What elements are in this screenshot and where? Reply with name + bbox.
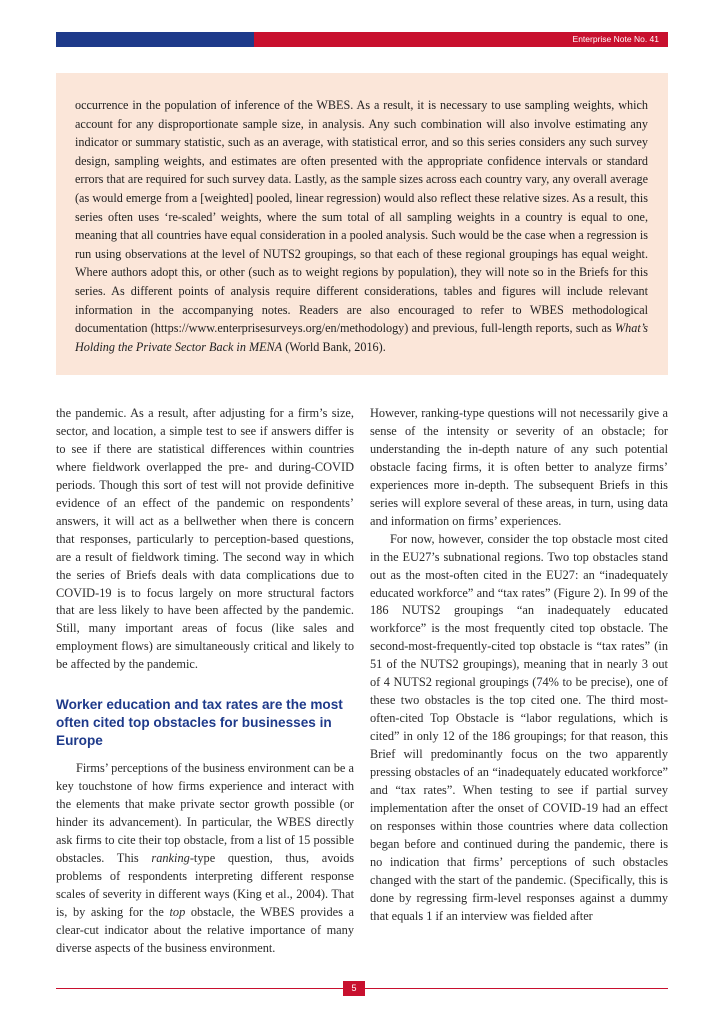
header-blue-band (56, 32, 254, 47)
page-number: 5 (343, 981, 365, 996)
left-paragraph-2 (56, 760, 354, 957)
left-p2-ranking: ranking (151, 851, 190, 866)
header-note-label: Enterprise Note No. 41 (254, 32, 668, 47)
section-heading: Worker education and tax rates are the most often cited top obstacles for businesses in Europe (56, 697, 343, 749)
box-text-part1: occurrence in the population of inference of the WBES. As a result, it is necessary to use sampling weights, which account for any disproportionate sample size, in analysis. Any such combination will also involve estimating any indicator or summary statistic, such as an average, with statistical error, and so this series considers any such survey design, sampling weights, and estimates are often presented with the appropriate confidence intervals or standard errors that are required for such survey data. Lastly, as the sample sizes across each country vary, any overall average (as would emerge from a [weighted] pooled, linear regression) would also reflect these relative sizes. As a result, this series often uses ‘re-scaled’ weights, where the sum total of all sampling weights in a country is equal to one, meaning that all countries have equal consideration in a pooled analysis. Such would be the case when a regression is run using observations at the level of NUTS2 groupings, so that each of these regional groupings has equal weight. Where authors adopt this, or other (such as to weight regions by population), they will note so in the Briefs for this series. As different points of analysis require different considerations, tables and figures will include relevant information in the accompanying notes. Readers are also encouraged to refer to WBES methodological documentation (https://www.enterprisesurveys.org/en/methodology) and previous, full-length reports, such as (75, 98, 648, 336)
left-p2-part-b: -type question, thus, avoids problems of respondents interpreting different response scales of severity in different ways (King et al., 2004). That is, by asking for the (56, 851, 354, 919)
left-p2-part-a: Firms’ perceptions of the business environment can be a key touchstone of how firms experience and interact with the elements that make private sector growth possible (or hinder its advancement). In particular, the WBES directly ask firms to cite their top obstacle, from a list of 15 possible obstacles. This (56, 761, 354, 866)
left-column (56, 405, 354, 958)
left-p2-part-c: obstacle, the WBES provides a clear-cut indicator about the relative importance of many diverse aspects of the business environment. (56, 904, 355, 955)
left-p2-top: top (169, 904, 186, 919)
box-text-part2: (World Bank, 2016). (282, 339, 386, 354)
methodology-box-text (75, 96, 648, 356)
right-paragraph-1: However, ranking-type questions will not necessarily give a sense of the intensity or severity of an obstacle; for understanding the in-depth nature of any such potential obstacle facing firms, it is often better to analyze firms’ experiences more in-depth. The subsequent Briefs in this series will explore several of these areas, in turn, using data and information on firms’ experiences. (370, 406, 668, 528)
box-report-title: What’s Holding the Private Sector Back in MENA (75, 321, 648, 354)
header-bar (56, 32, 668, 47)
right-column (370, 405, 668, 926)
left-paragraph-1: the pandemic. As a result, after adjusting for a firm’s size, sector, and location, a simple test to see if answers differ is to see if there are statistical differences within countries where fieldwork overlapped the pre- and during-COVID periods. Though this sort of test will not provide definitive evidence of an effect of the pandemic on respondents’ answers, it will act as a bellwether when there is concern that responses, particularly to perception-based questions, are a result of fieldwork timing. The second way in which the series of Briefs deals with data complications due to COVID-19 is to focus largely on more structural factors that are less likely to have been affected by the pandemic. Still, many important areas of focus (like sales and employment flows) are simultaneously critical and likely to be affected by the pandemic. (56, 406, 354, 672)
right-paragraph-2: For now, however, consider the top obstacle most cited in the EU27’s subnational regions. Two top obstacles stand out as the most-often cited in the EU27: an “inadequately educated workforce” and “tax rates” (Figure 2). In 99 of the 186 NUTS2 groupings “an inadequately educated workforce” is the most frequently cited top obstacle. The second-most-frequently-cited top obstacle is “tax rates” (in 51 of the NUTS2 groupings), meaning that in nearly 3 out of 4 NUTS2 regional groupings (74% to be precise), one of these two obstacles is the top cited one. The third most-often-cited Top Obstacle is “labor regulations, which is cited” in only 12 of the 186 groupings; for that reason, this Brief will predominantly focus on the two apparently pressing obstacles of an “inadequately educated workforce” and “tax rates”. When testing to see if partial survey implementation after the onset of COVID-19 had an effect on responses within those countries where data collection began before and continued during the pandemic, there is no indication that firms’ perceptions of such obstacles changed with the start of the pandemic. (Specifically, this is done by regressing firm-level responses against a dummy that equals 1 if an interview was fielded after (370, 531, 668, 923)
methodology-box (56, 73, 668, 375)
